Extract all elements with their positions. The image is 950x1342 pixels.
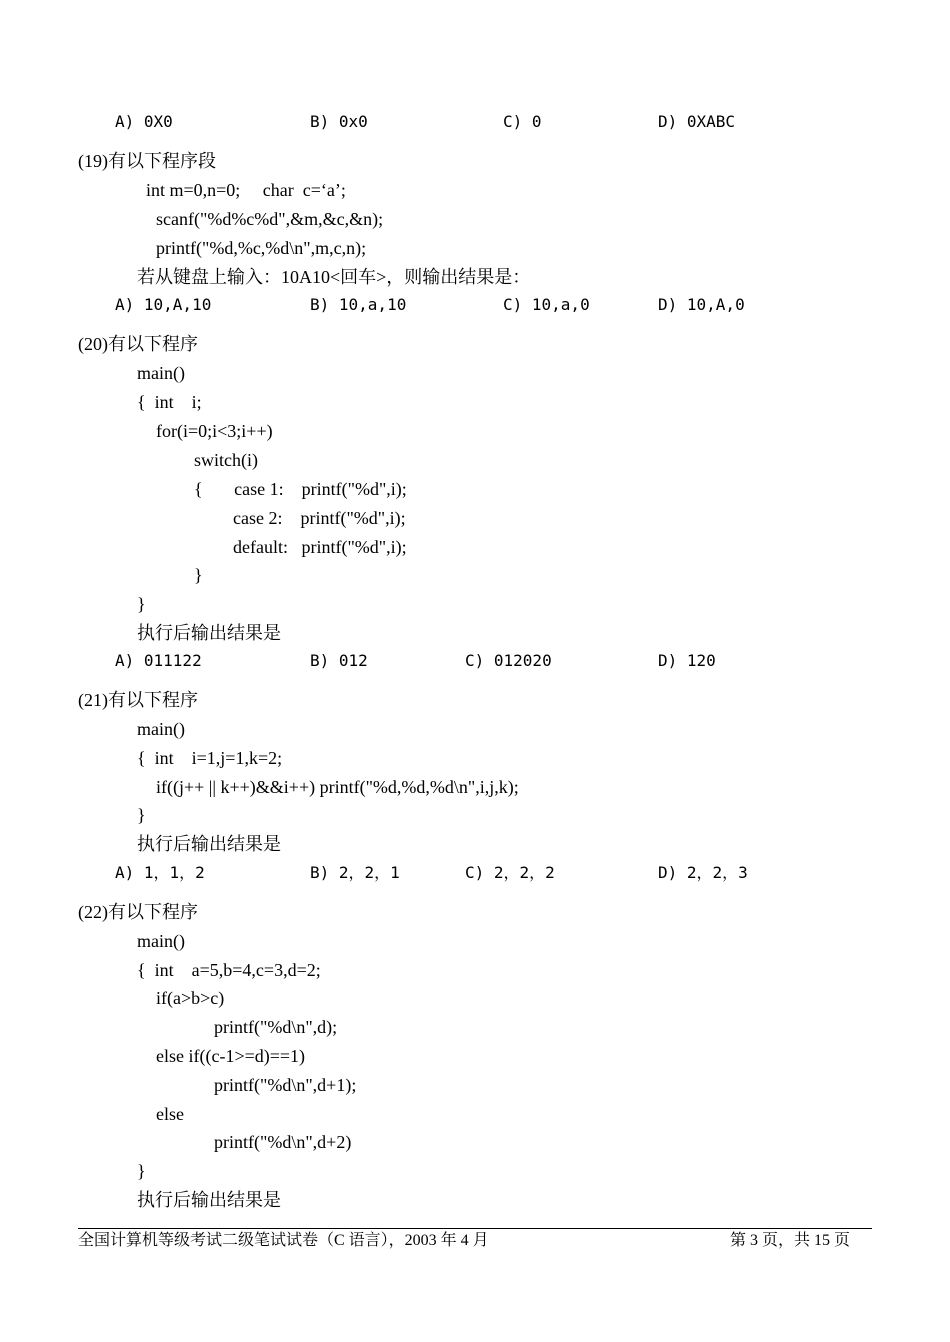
q22-code-line: printf("%d\n",d+1); xyxy=(214,1075,357,1095)
q22-title: (22)有以下程序 xyxy=(78,902,198,922)
q21-option-b: B) 2，2，1 xyxy=(310,863,400,882)
q20-prompt: 执行后输出结果是 xyxy=(137,623,281,643)
q20-code-line: } xyxy=(194,565,203,585)
q19-option-b: B) 10,a,10 xyxy=(310,295,407,314)
q22-code-line: if(a>b>c) xyxy=(156,988,225,1008)
q20-title: (20)有以下程序 xyxy=(78,334,198,354)
q20-code-line: case 2: printf("%d",i); xyxy=(233,508,406,528)
q19-option-c: C) 10,a,0 xyxy=(503,295,590,314)
q19-option-a: A) 10,A,10 xyxy=(115,295,212,314)
q20-code-line: for(i=0;i<3;i++) xyxy=(156,421,273,441)
q19-option-d: D) 10,A,0 xyxy=(658,295,745,314)
q19-title: (19)有以下程序段 xyxy=(78,151,216,171)
footer-page-number: 第 3 页，共 15 页 xyxy=(730,1232,851,1249)
q20-option-b: B) 012 xyxy=(310,651,368,670)
q19-code-line: int m=0,n=0; char c=‘a’; xyxy=(146,180,346,200)
q22-code-line: { int a=5,b=4,c=3,d=2; xyxy=(137,960,321,980)
q18-option-c: C) 0 xyxy=(503,112,542,131)
q22-code-line: else xyxy=(156,1104,184,1124)
q21-code-line: if((j++ || k++)&&i++) printf("%d,%d,%d\n",i,j,k); xyxy=(156,777,519,797)
q22-code-line: printf("%d\n",d+2) xyxy=(214,1132,352,1152)
q18-option-d: D) 0XABC xyxy=(658,112,736,131)
q19-code-line: printf("%d,%c,%d\n",m,c,n); xyxy=(156,238,367,258)
q19-prompt: 若从键盘上输入：10A10<回车>，则输出结果是： xyxy=(137,267,531,287)
q18-option-b: B) 0x0 xyxy=(310,112,368,131)
q20-code-line: main() xyxy=(137,363,185,383)
q22-code-line: printf("%d\n",d); xyxy=(214,1017,338,1037)
q20-code-line: default: printf("%d",i); xyxy=(233,537,407,557)
q21-option-a: A) 1，1，2 xyxy=(115,863,205,882)
q20-option-a: A) 011122 xyxy=(115,651,202,670)
q20-option-d: D) 120 xyxy=(658,651,716,670)
q20-code-line: { int i; xyxy=(137,392,202,412)
q20-code-line: { case 1: printf("%d",i); xyxy=(194,479,407,499)
q22-code-line: main() xyxy=(137,931,185,951)
q19-code-line: scanf("%d%c%d",&m,&c,&n); xyxy=(156,209,384,229)
footer-divider xyxy=(78,1228,872,1229)
q21-code-line: { int i=1,j=1,k=2; xyxy=(137,748,283,768)
q20-option-c: C) 012020 xyxy=(465,651,552,670)
q21-code-line: } xyxy=(137,805,146,825)
q21-prompt: 执行后输出结果是 xyxy=(137,834,281,854)
q22-prompt: 执行后输出结果是 xyxy=(137,1190,281,1210)
q22-code-line: } xyxy=(137,1161,146,1181)
q21-option-d: D) 2，2，3 xyxy=(658,863,748,882)
footer-exam-title: 全国计算机等级考试二级笔试试卷（C 语言），2003 年 4 月 xyxy=(78,1232,489,1249)
q21-option-c: C) 2，2，2 xyxy=(465,863,555,882)
q20-code-line: } xyxy=(137,594,146,614)
q18-option-a: A) 0X0 xyxy=(115,112,173,131)
q21-code-line: main() xyxy=(137,719,185,739)
q21-title: (21)有以下程序 xyxy=(78,690,198,710)
q20-code-line: switch(i) xyxy=(194,450,258,470)
q22-code-line: else if((c-1>=d)==1) xyxy=(156,1046,306,1066)
